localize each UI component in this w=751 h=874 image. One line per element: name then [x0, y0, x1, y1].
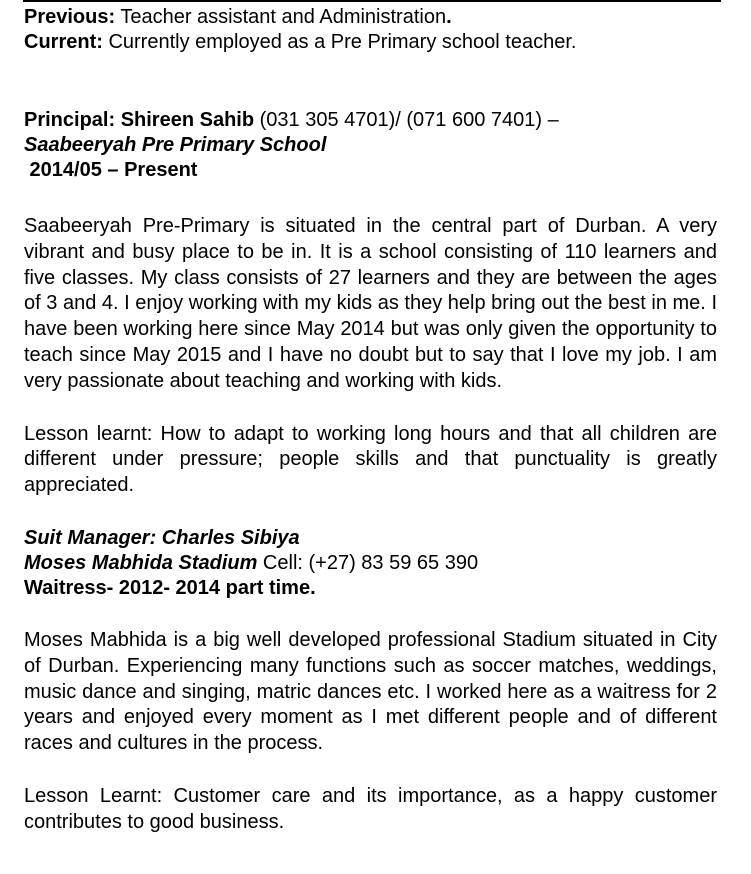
job2-description: Moses Mabhida is a big well developed professional Stadium situated in City of Durban. Experiencing many functions such as soccer matches, weddings, music dance and singing, matric dances etc. I worked here as a waitress for 2 years and enjoyed every moment as I met different people and of different races and cultures in the process.	[24, 628, 717, 755]
job1-reference-phone: (031 305 4701)/ (071 600 7401) –	[254, 109, 559, 131]
previous-value: Teacher assistant and Administration	[115, 6, 447, 28]
job2-position: Waitress- 2012- 2014 part time.	[24, 576, 316, 599]
job1-reference-line	[24, 108, 717, 133]
job1-reference-name: Principal: Shireen Sahib	[24, 109, 255, 131]
job1-lesson: Lesson learnt: How to adapt to working long hours and that all children are different under pressure; people skills and that punctuality is greatly appreciated.	[24, 422, 717, 497]
job2-phone: Cell: (+27) 83 59 65 390	[257, 551, 479, 574]
current-label: Current:	[24, 31, 103, 53]
previous-period: .	[446, 6, 452, 28]
previous-label: Previous:	[24, 6, 116, 28]
job2-employer: Moses Mabhida Stadium	[24, 551, 258, 574]
current-value: Currently employed as a Pre Primary school teacher.	[102, 31, 577, 53]
job-saabeeryah	[24, 108, 717, 499]
job2-employer-line	[24, 551, 717, 576]
current-role-line	[24, 30, 717, 55]
job1-description: Saabeeryah Pre-Primary is situated in the central part of Durban. A very vibrant and busy place to be in. It is a school consisting of 110 learners and five classes. My class consists of 27 learners and they are between the ages of 3 and 4. I enjoy working with my kids as they help bring out the best in me. I have been working here since May 2014 but was only given the opportunity to teach since May 2015 and I have no doubt but to say that I love my job. I am very passionate about teaching and working with kids.	[24, 215, 717, 392]
job2-lesson: Lesson Learnt: Customer care and its importance, as a happy customer contributes to good business.	[24, 784, 717, 833]
job2-reference: Suit Manager: Charles Sibiya	[24, 526, 300, 549]
job-moses-mabhida	[24, 526, 717, 836]
job1-employer: Saabeeryah Pre Primary School	[24, 134, 327, 156]
top-rule	[23, 0, 721, 2]
cv-work-experience	[24, 5, 717, 836]
previous-role-line	[24, 5, 717, 30]
job1-period: 2014/05 – Present	[24, 159, 198, 181]
